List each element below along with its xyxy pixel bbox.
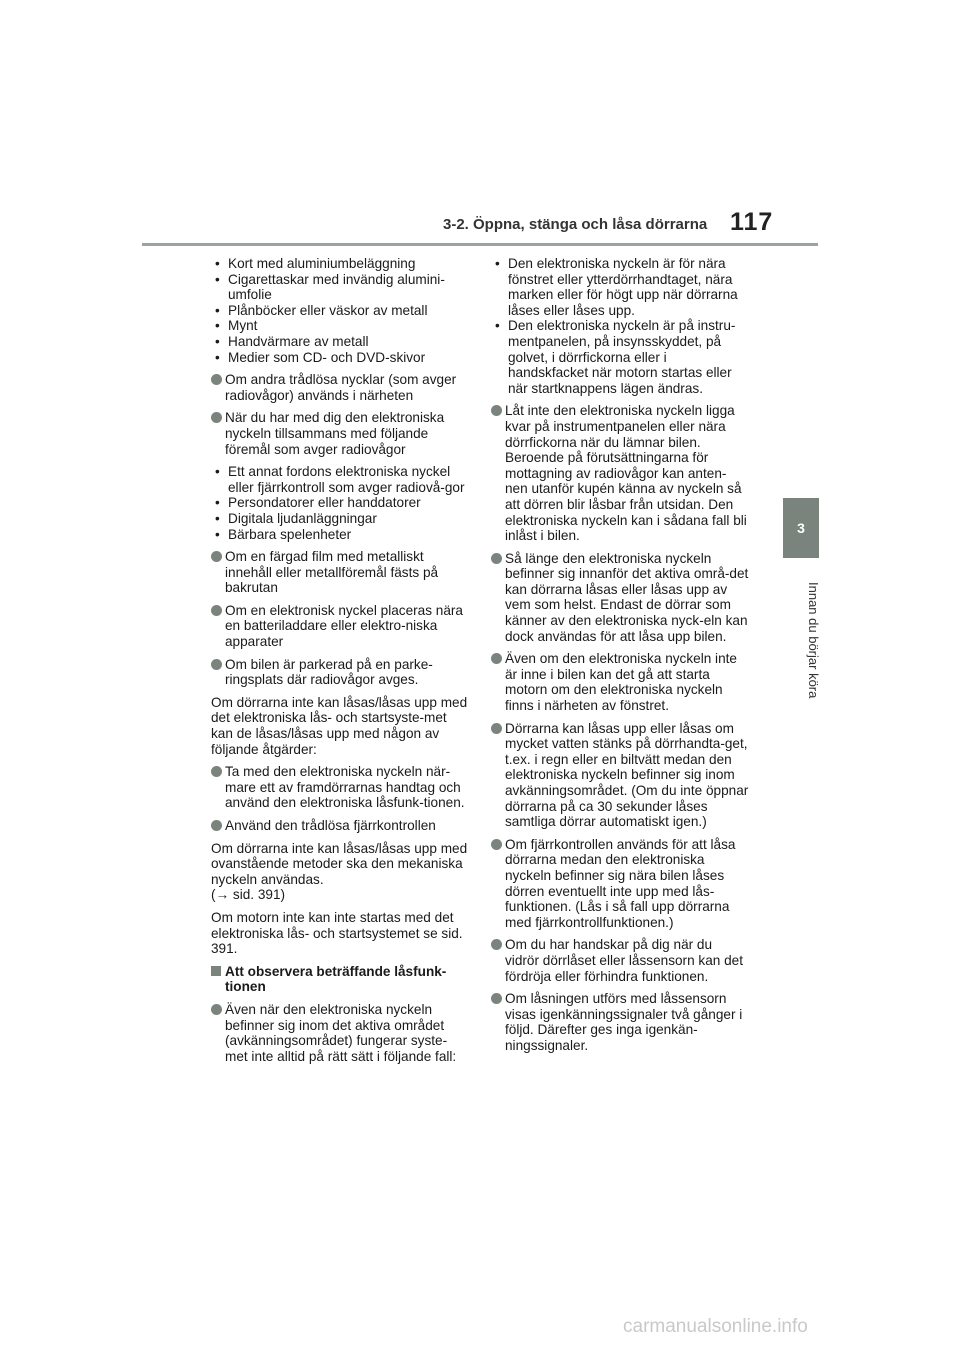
bullet-dot-icon bbox=[491, 653, 502, 664]
note-item: Om en elektronisk nyckel placeras nära en batteriladdare eller elektro-niska apparater bbox=[211, 603, 469, 650]
bullet-dot-icon bbox=[211, 551, 222, 562]
list-item: • Persondatorer eller handdatorer bbox=[211, 495, 469, 511]
list-item: • Medier som CD- och DVD-skivor bbox=[211, 350, 469, 366]
bullet-dot-icon bbox=[211, 766, 222, 777]
list-item: • Den elektroniska nyckeln är för nära fönstret eller ytterdörrhandtaget, nära marken eller för högt upp när dörrarna låses eller låses upp. bbox=[491, 256, 749, 318]
note-item: Om bilen är parkerad på en parke-ringsplats där radiovågor avges. bbox=[211, 657, 469, 688]
chapter-label: Innan du börjar köra bbox=[806, 581, 821, 699]
bullet-dot-icon bbox=[211, 659, 222, 670]
bullet-dot-icon bbox=[491, 993, 502, 1004]
list-item: • Cigarettaskar med invändig alumini-umfolie bbox=[211, 272, 469, 303]
watermark: carmanualsonline.info bbox=[623, 1316, 808, 1337]
note-item: Låt inte den elektroniska nyckeln ligga kvar på instrumentpanelen eller nära dörrfickorna när du lämnar bilen. Beroende på förutsättningarna för mottagning av radiovågor kan anten-nen utanför kupén känna av nyckeln så att dörren blir låsbar från utsidan. Den elektroniska nyckeln kan i sådana fall bli inlåst i bilen. bbox=[491, 403, 749, 543]
paragraph: Om motorn inte kan inte startas med det elektroniska lås- och startsystemet se sid. 391. bbox=[211, 909, 463, 957]
page-number: 117 bbox=[730, 208, 774, 236]
list-item: • Plånböcker eller väskor av metall bbox=[211, 303, 469, 319]
list-item: • Den elektroniska nyckeln är på instru-mentpanelen, på insynsskyddet, på golvet, i dörrfickorna eller i handskfacket när motorn startas eller när startknappens lägen ändras. bbox=[491, 318, 749, 396]
bullet-dot-icon bbox=[211, 374, 222, 385]
note-item: Om andra trådlösa nycklar (som avger radiovågor) används i närheten bbox=[211, 372, 469, 403]
bullet-list bbox=[491, 256, 749, 396]
bullet-dot-icon bbox=[211, 1004, 222, 1015]
paragraph: Om dörrarna inte kan låsas/låsas upp med ovanstående metoder ska den mekaniska nyckeln användas. (→ sid. 391) bbox=[211, 840, 468, 903]
bullet-dot-icon bbox=[491, 405, 502, 416]
note-item: Använd den trådlösa fjärrkontrollen bbox=[211, 818, 469, 834]
note-item: Om fjärrkontrollen används för att låsa dörrarna medan den elektroniska nyckeln befinner sig nära bilen låses dörren eventuellt inte upp med lås-funktionen. (Lås i så fall upp dörrarna med fjärrkontrollfunktionen.) bbox=[491, 837, 749, 931]
list-item: • Bärbara spelenheter bbox=[211, 527, 469, 543]
section-title: 3-2. Öppna, stänga och låsa dörrarna bbox=[443, 216, 708, 233]
bullet-dot-icon bbox=[491, 839, 502, 850]
note-item: Ta med den elektroniska nyckeln när-mare ett av framdörrarnas handtag och använd den elektroniska låsfunk-tionen. bbox=[211, 764, 469, 811]
note-item: Om låsningen utförs med låssensorn visas igenkänningssignaler två gånger i följd. Därefter ges inga igenkän-ningssignaler. bbox=[491, 991, 749, 1053]
header-divider bbox=[142, 243, 818, 246]
list-item: • Ett annat fordons elektroniska nyckel eller fjärrkontroll som avger radiovå-gor bbox=[211, 464, 469, 495]
list-item: • Handvärmare av metall bbox=[211, 334, 469, 350]
bullet-dot-icon bbox=[491, 553, 502, 564]
bullet-dot-icon bbox=[491, 723, 502, 734]
section-heading: Att observera beträffande låsfunk-tionen bbox=[211, 964, 469, 995]
bullet-dot-icon bbox=[491, 939, 502, 950]
list-item: • Digitala ljudanläggningar bbox=[211, 511, 469, 527]
paragraph: Om dörrarna inte kan låsas/låsas upp med det elektroniska lås- och startsyste-met kan de låsas/låsas upp med någon av följande åtgärder: bbox=[211, 694, 468, 757]
note-item: Dörrarna kan låsas upp eller låsas om mycket vatten stänks på dörrhandta-get, t.ex. i regn eller en biltvätt medan den elektroniska nyckeln befinner sig inom avkänningsområdet. (Om du inte öppnar dörrarna på ca 30 sekunder låses samtliga dörrar automatiskt igen.) bbox=[491, 721, 749, 830]
list-item: • Kort med aluminiumbeläggning bbox=[211, 256, 469, 272]
chapter-tab: 3 bbox=[783, 498, 819, 558]
bullet-list bbox=[211, 256, 469, 365]
note-item: När du har med dig den elektroniska nyckeln tillsammans med följande föremål som avger radiovågor bbox=[211, 410, 469, 457]
bullet-list bbox=[211, 464, 469, 542]
list-item: • Mynt bbox=[211, 318, 469, 334]
note-item: Även om den elektroniska nyckeln inte är inne i bilen kan det gå att starta motorn om den elektroniska nyckeln finns i närheten av fönstret. bbox=[491, 651, 749, 713]
square-bullet-icon bbox=[211, 966, 221, 976]
bullet-dot-icon bbox=[211, 605, 222, 616]
note-item: Om du har handskar på dig när du vidrör dörrlåset eller låssensorn kan det fördröja eller förhindra funktionen. bbox=[491, 937, 749, 984]
note-item: Så länge den elektroniska nyckeln befinner sig innanför det aktiva områ-det kan dörrarna låsas eller låsas upp av vem som helst. Endast de dörrar som känner av den elektroniska nyck-eln kan dock användas för att låsa upp bilen. bbox=[491, 551, 749, 645]
left-column bbox=[211, 256, 469, 1071]
right-column bbox=[491, 256, 749, 1061]
bullet-dot-icon bbox=[211, 412, 222, 423]
note-item: Om en färgad film med metalliskt innehåll eller metallföremål fästs på bakrutan bbox=[211, 549, 469, 596]
note-item: Även när den elektroniska nyckeln befinner sig inom det aktiva området (avkänningsområdet) fungerar syste-met inte alltid på rätt sätt i följande fall: bbox=[211, 1002, 469, 1064]
bullet-dot-icon bbox=[211, 820, 222, 831]
page-reference: (→ sid. 391) bbox=[211, 887, 286, 903]
